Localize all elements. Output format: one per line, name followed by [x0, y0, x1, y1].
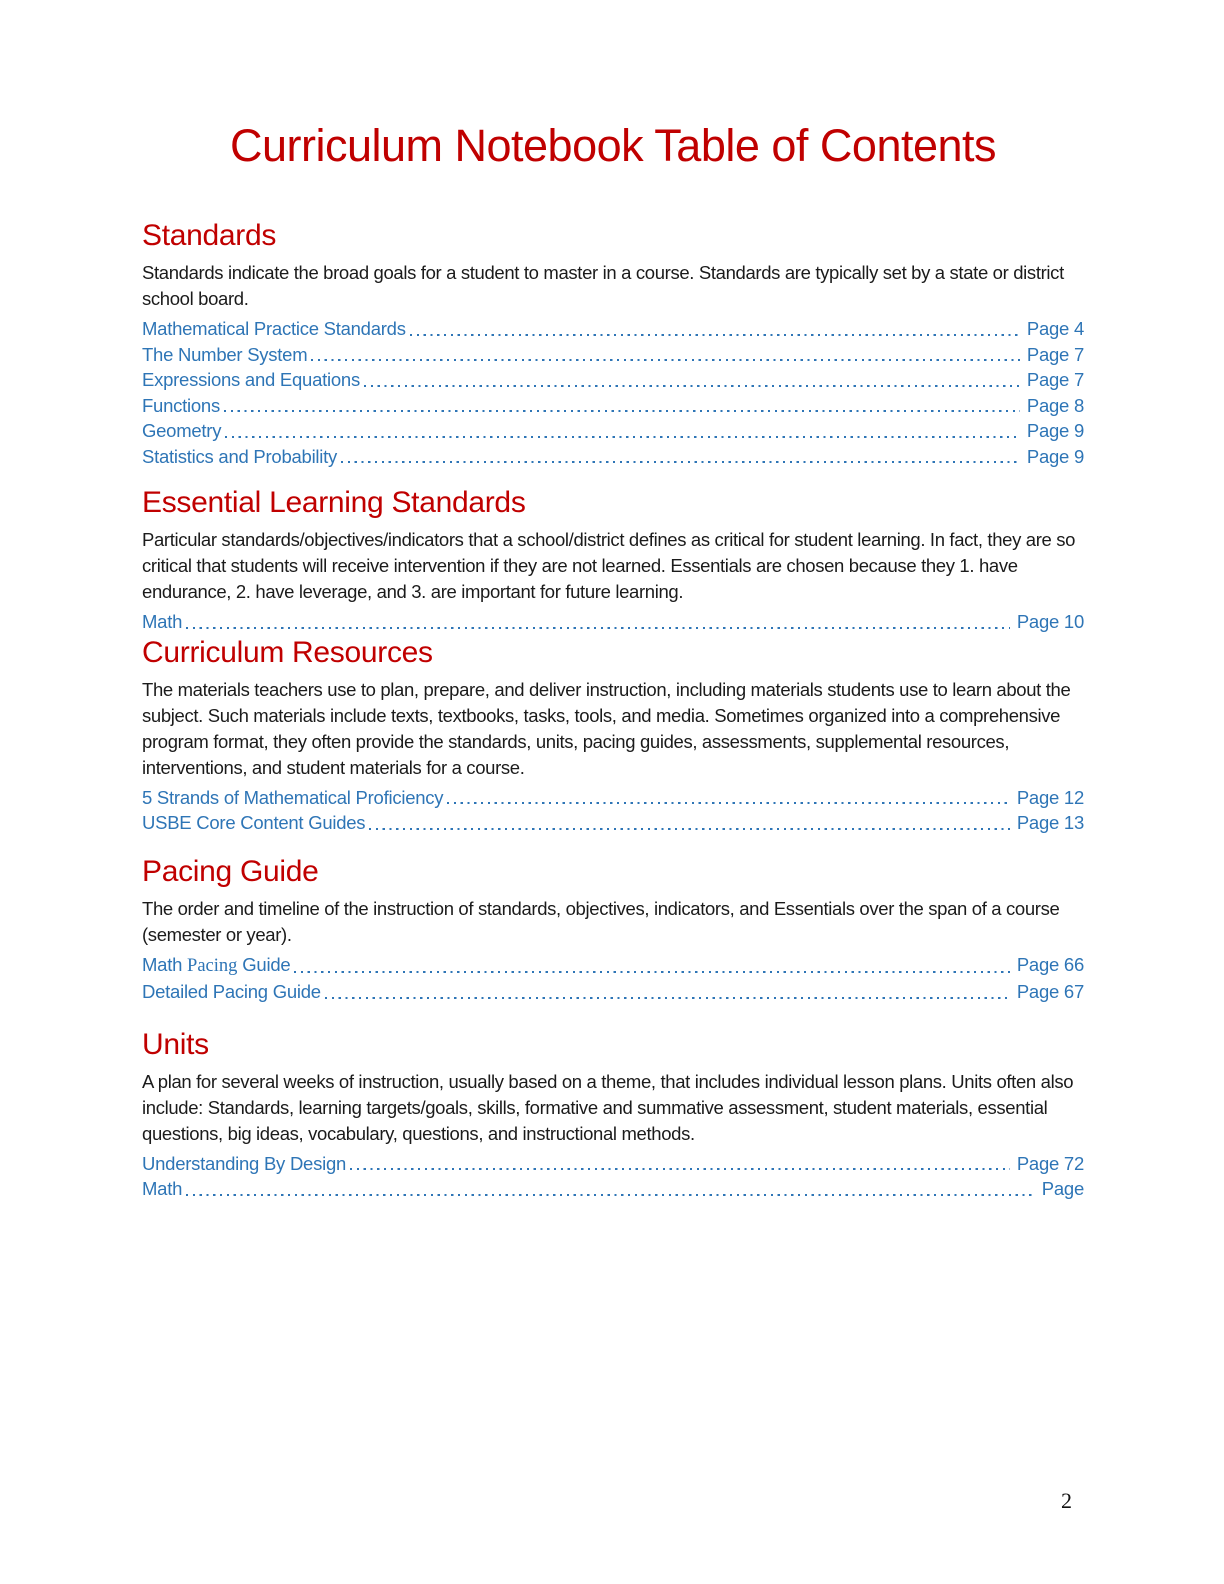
toc-list: [142, 952, 1084, 1005]
section-description: The order and timeline of the instruction of standards, objectives, indicators, and Essentials over the span of a course (semester or year).: [142, 897, 1060, 945]
section-units: [142, 1027, 1084, 1202]
toc-entry-label[interactable]: [142, 952, 290, 980]
toc-entry-page[interactable]: Page 7: [1026, 369, 1084, 391]
toc-entry-page[interactable]: Page 13: [1016, 812, 1084, 834]
section-description: A plan for several weeks of instruction, usually based on a theme, that includes individual lesson plans. Units often also include: Standards, learning targets/goals, skills, formative and summative assessment, student materials, essential questions, big ideas, vocabulary, questions, and instructional methods.: [142, 1070, 1074, 1144]
dotted-leader: [410, 334, 1020, 336]
toc-entry[interactable]: [142, 316, 1084, 342]
toc-entry-page[interactable]: Page 10: [1016, 611, 1084, 633]
toc-entry-label[interactable]: Understanding By Design: [142, 1152, 347, 1174]
toc-entry-page[interactable]: Page 67: [1016, 981, 1084, 1003]
section-pacing-guide: [142, 854, 1084, 1005]
footer-page-number: 2: [1061, 1488, 1072, 1513]
toc-entry[interactable]: [142, 367, 1084, 393]
section-heading: Standards: [142, 219, 277, 253]
toc-entry[interactable]: [142, 1176, 1084, 1202]
section-heading: Curriculum Resources: [142, 635, 433, 669]
toc-entry-label[interactable]: Functions: [142, 394, 220, 416]
dotted-leader: [447, 802, 1010, 804]
dotted-leader: [369, 828, 1010, 830]
dotted-leader: [311, 359, 1019, 361]
toc-list: [142, 785, 1084, 836]
section-heading: Essential Learning Standards: [142, 486, 526, 520]
toc-entry[interactable]: [142, 979, 1084, 1005]
dotted-leader: [364, 385, 1020, 387]
section-description: Particular standards/objectives/indicators that a school/district defines as critical for student learning. In fact, they are so critical that students will receive intervention if they are not learned. Essentials are chosen because they 1. have endurance, 2. have leverage, and 3. are important for future learning.: [142, 529, 1076, 603]
dotted-leader: [350, 1168, 1010, 1170]
toc-entry-label[interactable]: The Number System: [142, 343, 308, 365]
toc-label-run: Math: [142, 953, 188, 975]
section-heading: Pacing Guide: [142, 854, 319, 888]
toc-entry-page[interactable]: Page 72: [1016, 1152, 1084, 1174]
toc-entry[interactable]: [142, 810, 1084, 836]
toc-entry[interactable]: [142, 418, 1084, 444]
section-standards: [142, 218, 1084, 469]
toc-entry-page[interactable]: Page 4: [1026, 318, 1084, 340]
toc-entry[interactable]: [142, 393, 1084, 419]
toc-entry-label[interactable]: USBE Core Content Guides: [142, 812, 366, 834]
toc-entry-page[interactable]: Page: [1041, 1178, 1084, 1200]
dotted-leader: [341, 461, 1020, 463]
toc-label-run: Guide: [237, 953, 291, 975]
section-description: Standards indicate the broad goals for a student to master in a course. Standards are typically set by a state or district school board.: [142, 262, 1064, 310]
toc-entry-label[interactable]: 5 Strands of Mathematical Proficiency: [142, 786, 444, 808]
toc-entry-label[interactable]: Math: [142, 611, 183, 633]
section-heading: Units: [142, 1027, 209, 1061]
toc-entry-page[interactable]: Page 7: [1026, 343, 1084, 365]
section-essential-learning-standards: [142, 485, 1084, 635]
toc-entry[interactable]: [142, 785, 1084, 811]
toc-entry[interactable]: [142, 952, 1084, 980]
toc-entry-label[interactable]: Statistics and Probability: [142, 445, 338, 467]
toc-entry-page[interactable]: Page 66: [1016, 953, 1084, 975]
dotted-leader: [224, 410, 1020, 412]
toc-sections: [142, 218, 1084, 1202]
dotted-leader: [186, 627, 1010, 629]
dotted-leader: [186, 1194, 1035, 1196]
section-curriculum-resources: [142, 635, 1084, 836]
toc-entry-label[interactable]: Expressions and Equations: [142, 369, 360, 391]
toc-entry-page[interactable]: Page 9: [1026, 445, 1084, 467]
toc-entry-label[interactable]: Math: [142, 1178, 183, 1200]
toc-label-serif-run: Pacing: [187, 955, 238, 976]
toc-entry[interactable]: [142, 1151, 1084, 1177]
toc-entry[interactable]: [142, 342, 1084, 368]
dotted-leader: [325, 997, 1010, 999]
toc-entry[interactable]: [142, 444, 1084, 470]
toc-entry-label[interactable]: Mathematical Practice Standards: [142, 318, 406, 340]
dotted-leader: [225, 436, 1020, 438]
toc-list: [142, 316, 1084, 469]
toc-entry-page[interactable]: Page 8: [1026, 394, 1084, 416]
toc-entry-page[interactable]: Page 9: [1026, 420, 1084, 442]
toc-list: [142, 1151, 1084, 1202]
toc-entry[interactable]: [142, 609, 1084, 635]
dotted-leader: [294, 971, 1009, 973]
toc-entry-page[interactable]: Page 12: [1016, 786, 1084, 808]
document-title: Curriculum Notebook Table of Contents: [229, 120, 997, 171]
toc-entry-label[interactable]: Detailed Pacing Guide: [142, 981, 321, 1003]
toc-entry-label[interactable]: Geometry: [142, 420, 222, 442]
toc-list: [142, 609, 1084, 635]
section-description: The materials teachers use to plan, prepare, and deliver instruction, including materials students use to learn about the subject. Such materials include texts, textbooks, tasks, tools, and media. Sometimes organized into a comprehensive program format, they often provide the standards, units, pacing guides, assessments, supplemental resources, interventions, and student materials for a course.: [142, 678, 1071, 778]
